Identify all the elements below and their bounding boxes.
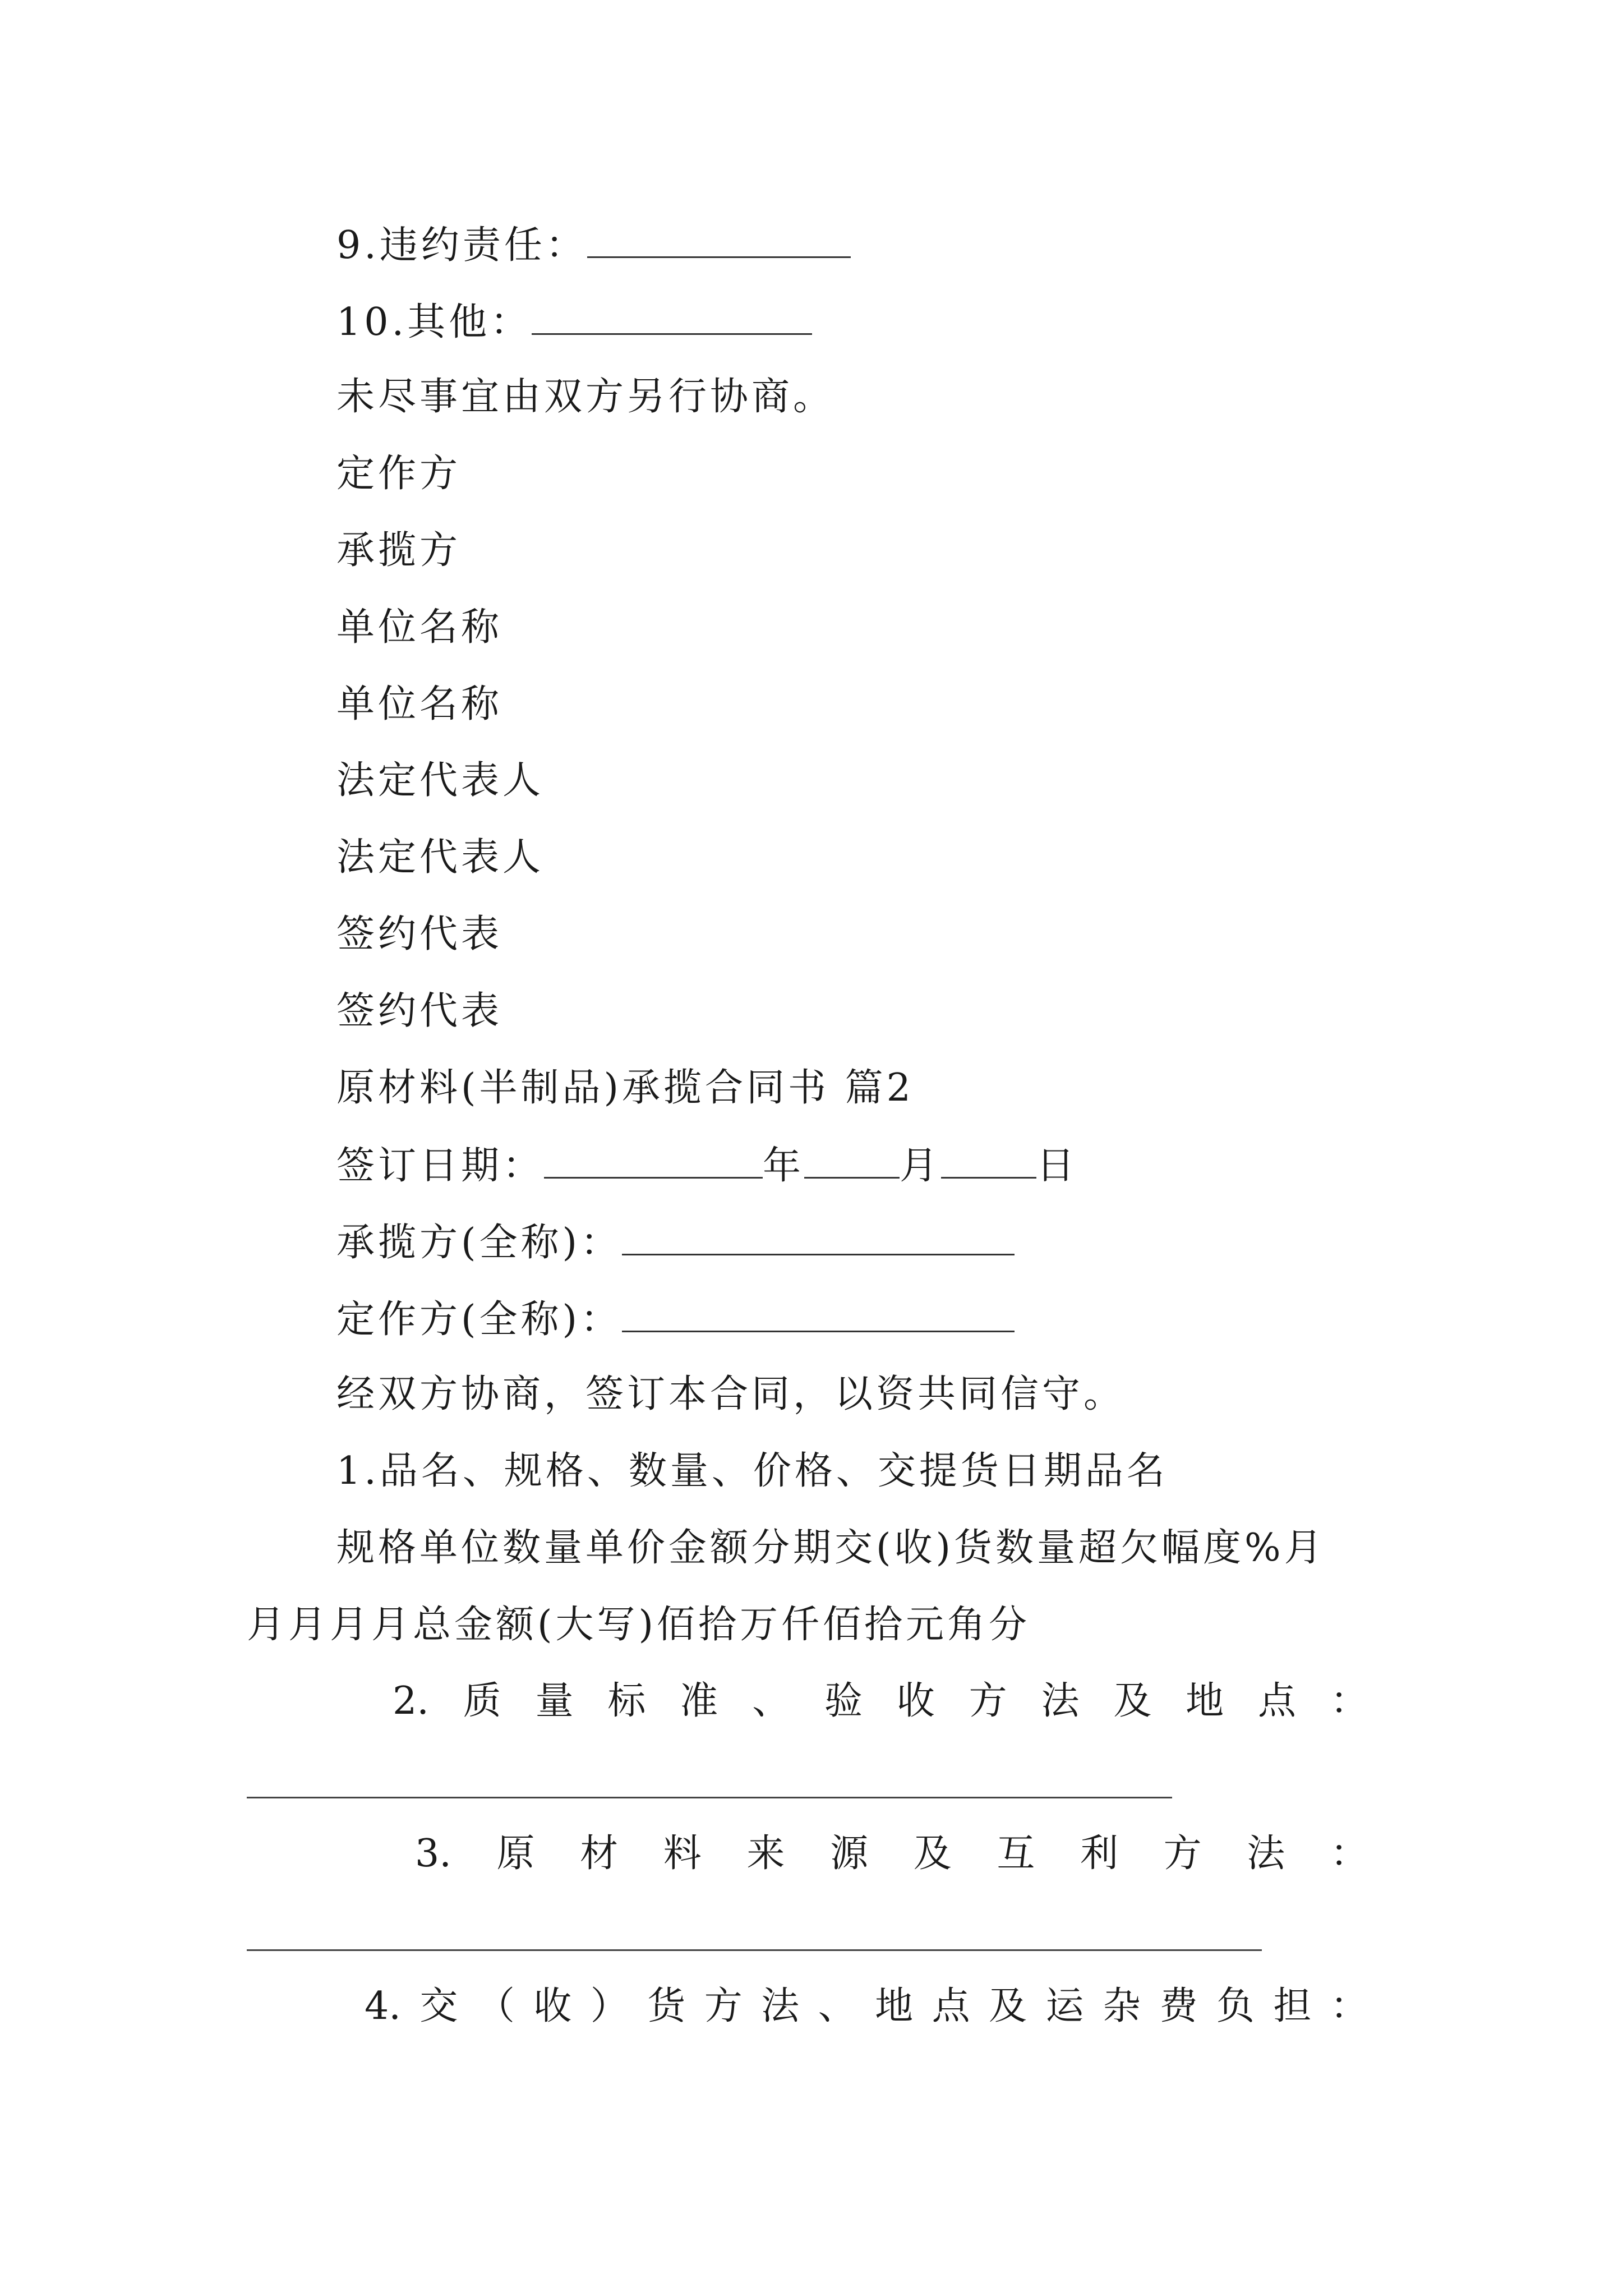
day-label: 日: [1036, 1144, 1078, 1188]
item-2-char: 质: [463, 1679, 501, 1723]
contractor-fullname-line: [336, 1219, 1015, 1266]
item-1-line-2: 规格单位数量单价金额分期交(收)货数量超欠幅度%月: [336, 1526, 1326, 1570]
item-4-char: 杂: [1102, 1984, 1141, 2028]
item-3-char: 3.: [415, 1832, 451, 1876]
item-2-char: 标: [607, 1679, 646, 1723]
item-10-blank: [532, 298, 812, 335]
item-2-answer-line: [247, 1797, 1172, 1798]
item-4-char: ）: [590, 1984, 629, 2028]
item-3-char: ：: [1330, 1832, 1368, 1876]
contract-2-title: 原材料(半制品)承揽合同书 篇2: [336, 1066, 914, 1110]
sign-legal-rep-2: 法定代表人: [336, 835, 545, 880]
item-2-char: 、: [752, 1679, 791, 1723]
item-4-char: 费: [1159, 1984, 1198, 2028]
item-2-char: 及: [1113, 1679, 1152, 1723]
item-4-char: ：: [1330, 1984, 1368, 2028]
unresolved-clause: 未尽事宜由双方另行协商。: [336, 375, 835, 419]
year-label: 年: [763, 1144, 805, 1188]
month-blank: [804, 1142, 900, 1179]
item-1-line-3: 月月月月总金额(大写)佰拾万仟佰拾元角分: [247, 1603, 1031, 1647]
orderer-fullname-label: 定作方(全称)：: [336, 1297, 623, 1342]
year-blank: [544, 1142, 763, 1179]
item-2-char: 准: [680, 1679, 718, 1723]
sign-contractor: 承揽方: [336, 528, 462, 573]
item-4-char: 及: [989, 1984, 1027, 2028]
item-4-char: 负: [1216, 1984, 1255, 2028]
item-4-char: 、: [818, 1984, 856, 2028]
item-4-char: 4.: [365, 1984, 401, 2028]
sign-unit-name-1: 单位名称: [336, 605, 503, 650]
item-9: [336, 222, 851, 268]
item-9-blank: [587, 222, 851, 258]
sign-agent-1: 签约代表: [336, 912, 503, 956]
item-3-char: 互: [997, 1832, 1035, 1876]
item-2-char: ：: [1330, 1679, 1368, 1723]
item-1-line-1: 1.品名、规格、数量、价格、交提货日期品名: [336, 1449, 1168, 1493]
item-2-char: 量: [535, 1679, 574, 1723]
item-4-char: 法: [761, 1984, 800, 2028]
item-2-char: 2.: [393, 1679, 429, 1723]
item-4-char: 担: [1273, 1984, 1312, 2028]
item-3-heading: [415, 1832, 1368, 1876]
orderer-fullname-blank: [622, 1296, 1015, 1332]
item-4-char: 货: [647, 1984, 686, 2028]
item-3-char: 材: [580, 1832, 619, 1876]
item-2-char: 点: [1258, 1679, 1297, 1723]
sign-date-label: 签订日期：: [336, 1144, 545, 1188]
contractor-fullname-blank: [622, 1219, 1015, 1255]
item-4-heading: [365, 1984, 1368, 2029]
item-4-char: 地: [875, 1984, 914, 2028]
sign-agent-2: 签约代表: [336, 989, 503, 1033]
item-3-char: 源: [830, 1832, 869, 1876]
item-9-label: 9.违约责任：: [336, 223, 587, 268]
sign-date-line: [336, 1142, 1078, 1189]
item-4-char: 运: [1045, 1984, 1084, 2028]
item-4-char: 方: [704, 1984, 743, 2028]
month-label: 月: [900, 1144, 942, 1188]
contractor-fullname-label: 承揽方(全称)：: [336, 1221, 623, 1265]
item-2-char: 方: [969, 1679, 1007, 1723]
sign-orderer: 定作方: [336, 452, 462, 496]
item-2-char: 验: [824, 1679, 863, 1723]
item-3-answer-line: [247, 1949, 1262, 1951]
preamble: 经双方协商，签订本合同，以资共同信守。: [336, 1372, 1126, 1416]
item-2-char: 收: [896, 1679, 935, 1723]
item-2-heading: [393, 1679, 1368, 1724]
item-3-char: 及: [913, 1832, 952, 1876]
item-2-char: 法: [1041, 1679, 1080, 1723]
item-3-char: 来: [746, 1832, 785, 1876]
sign-unit-name-2: 单位名称: [336, 682, 503, 726]
item-3-char: 原: [496, 1832, 535, 1876]
item-3-char: 方: [1163, 1832, 1202, 1876]
day-blank: [941, 1142, 1036, 1179]
item-4-char: 交: [419, 1984, 458, 2028]
item-3-char: 法: [1247, 1832, 1285, 1876]
item-10-label: 10.其他：: [336, 300, 532, 344]
item-10: [336, 298, 812, 345]
item-3-char: 料: [663, 1832, 702, 1876]
item-4-char: 点: [932, 1984, 970, 2028]
item-4-char: （: [476, 1984, 515, 2028]
orderer-fullname-line: [336, 1296, 1015, 1342]
item-3-char: 利: [1080, 1832, 1119, 1876]
item-4-char: 收: [533, 1984, 572, 2028]
item-2-char: 地: [1186, 1679, 1224, 1723]
sign-legal-rep-1: 法定代表人: [336, 758, 545, 803]
